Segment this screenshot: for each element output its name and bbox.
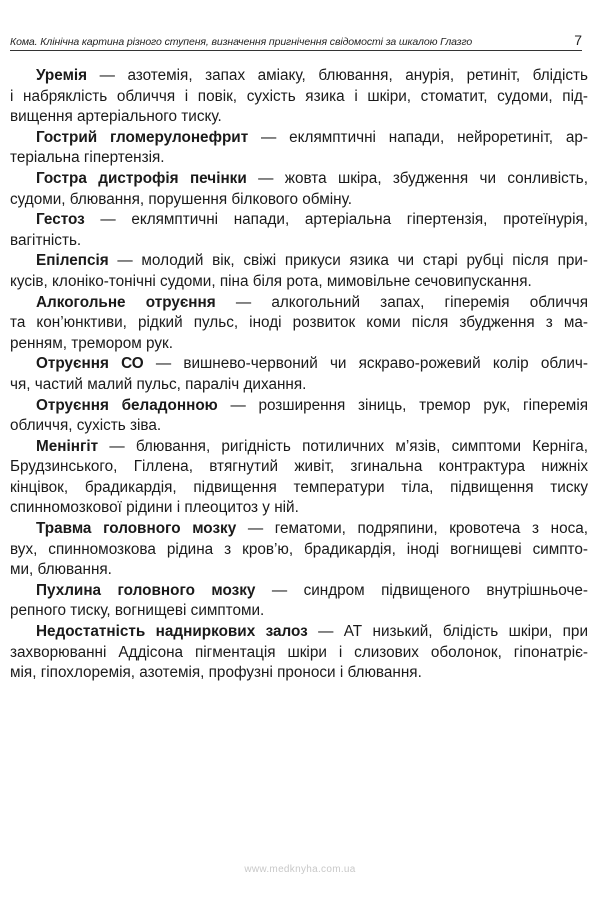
term-heading: Недостатність надниркових залоз <box>36 623 308 641</box>
text-line <box>10 622 588 643</box>
definition-text: — блювання, ригідність потиличних м’язів, симптоми Керніга, <box>98 437 588 455</box>
definition-text: мія, гіпохлоремія, азотемія, профузні проноси і блювання. <box>10 664 422 682</box>
text-line <box>10 643 588 664</box>
definition-text: ренням, тремором рук. <box>10 334 173 352</box>
definition-text: кусів, клоніко-тонічні судоми, піна біля рота, мимовільне сечовипускання. <box>10 272 532 290</box>
definition-text: — молодий вік, свіжі прикуси язика чи старі рубці після при- <box>108 252 588 270</box>
definition-text: — вишнево-червоний чи яскраво-рожевий колір облич- <box>143 355 588 373</box>
definition-text: — синдром підвищеного внутрішньоче- <box>255 581 588 599</box>
definition-paragraph <box>10 519 588 581</box>
term-heading: Менінгіт <box>36 437 99 455</box>
page-number: 7 <box>574 32 582 48</box>
definition-text: та кон’юнктиви, рідкий пульс, іноді розвиток коми після збудження з ма- <box>10 314 588 332</box>
text-line <box>10 601 588 622</box>
text-line <box>10 128 588 149</box>
definition-paragraph <box>10 622 588 684</box>
definition-paragraph <box>10 437 588 519</box>
definition-text: — еклямптичні напади, артеріальна гіпертензія, протеїнурія, <box>84 211 588 229</box>
text-line <box>10 231 588 252</box>
running-header-title: Кома. Клінічна картина різного ступеня, визначення пригнічення свідомості за шкалою Глазго <box>10 36 473 48</box>
term-heading: Пухлина головного мозку <box>36 581 256 599</box>
definition-paragraph <box>10 128 588 169</box>
definition-text: вух, спинномозкова рідина з кров’ю, брадикардія, іноді вогнищеві симпто- <box>10 540 588 558</box>
definition-text: ми, блювання. <box>10 561 112 579</box>
text-line <box>10 396 588 417</box>
text-line <box>10 354 588 375</box>
watermark: www.medknyha.com.ua <box>244 864 356 875</box>
text-line <box>10 87 588 108</box>
definition-paragraph <box>10 293 588 355</box>
text-line <box>10 251 588 272</box>
running-header <box>10 32 582 51</box>
definition-text: і набряклість обличчя і повік, сухість язика і шкіри, стоматит, судоми, під- <box>10 87 588 105</box>
definition-text: кінцівок, брадикардія, підвищення температури тіла, підвищення тиску <box>10 478 588 496</box>
definition-paragraph <box>10 354 588 395</box>
term-heading: Алкогольне отруєння <box>36 293 216 311</box>
definition-text: захворюванні Аддісона пігментація шкіри і слизових оболонок, гіпонатріє- <box>10 643 588 661</box>
definition-text: репного тиску, вогнищеві симптоми. <box>10 602 265 620</box>
term-heading: Травма головного мозку <box>36 520 237 538</box>
definition-paragraph <box>10 581 588 622</box>
text-line <box>10 663 588 684</box>
term-heading: Гостра дистрофія печінки <box>36 169 247 187</box>
text-line <box>10 272 588 293</box>
definition-text: — розширення зіниць, тремор рук, гіперемія <box>217 396 589 414</box>
definition-text: — гематоми, подряпини, кровотеча з носа, <box>236 520 588 538</box>
definition-paragraph <box>10 396 588 437</box>
definition-paragraph <box>10 169 588 210</box>
definition-text: обличчя, сухість зіва. <box>10 417 162 435</box>
text-line <box>10 437 588 458</box>
text-line <box>10 498 588 519</box>
definition-text: — еклямптичні напади, нейроретиніт, ар- <box>248 128 588 146</box>
text-line <box>10 190 588 211</box>
text-line <box>10 540 588 561</box>
text-line <box>10 334 588 355</box>
term-heading: Отруєння беладонною <box>36 396 218 414</box>
definition-text: — азотемія, запах аміаку, блювання, анурія, ретиніт, блідість <box>87 67 588 84</box>
definition-paragraph <box>10 210 588 251</box>
text-line <box>10 560 588 581</box>
term-heading: Епілепсія <box>36 252 109 270</box>
text-line <box>10 148 588 169</box>
text-line <box>10 107 588 128</box>
definition-text: — алкогольний запах, гіперемія обличчя <box>215 293 588 311</box>
text-line <box>10 581 588 602</box>
text-line <box>10 478 588 499</box>
text-line <box>10 457 588 478</box>
term-heading: Гострий гломерулонефрит <box>36 128 249 146</box>
definition-text: — АТ низький, блідість шкіри, при <box>307 623 588 641</box>
definition-text: — жовта шкіра, збудження чи сонливість, <box>246 169 588 187</box>
text-line <box>10 519 588 540</box>
text-line <box>10 169 588 190</box>
text-line <box>10 66 588 87</box>
text-line <box>10 375 588 396</box>
text-line <box>10 210 588 231</box>
definition-text: теріальна гіпертензія. <box>10 149 165 167</box>
term-heading: Уремія <box>36 67 88 84</box>
text-line <box>10 313 588 334</box>
text-line <box>10 293 588 314</box>
definition-text: Брудзинського, Гіллена, втягнутий живіт, згинальна контрактура нижніх <box>10 458 588 476</box>
definition-paragraph <box>10 251 588 292</box>
definition-text: чя, частий малий пульс, параліч дихання. <box>10 375 307 393</box>
term-heading: Гестоз <box>36 211 85 229</box>
term-heading: Отруєння СО <box>36 355 144 373</box>
page-body <box>10 66 588 684</box>
definition-text: вагітність. <box>10 231 82 249</box>
definition-paragraph <box>10 66 588 128</box>
text-line <box>10 416 588 437</box>
definition-text: судоми, блювання, порушення білкового обміну. <box>10 190 352 208</box>
definition-text: спинномозкової рідини і плеоцитоз у ній. <box>10 499 299 517</box>
definition-text: вищення артеріального тиску. <box>10 108 222 126</box>
